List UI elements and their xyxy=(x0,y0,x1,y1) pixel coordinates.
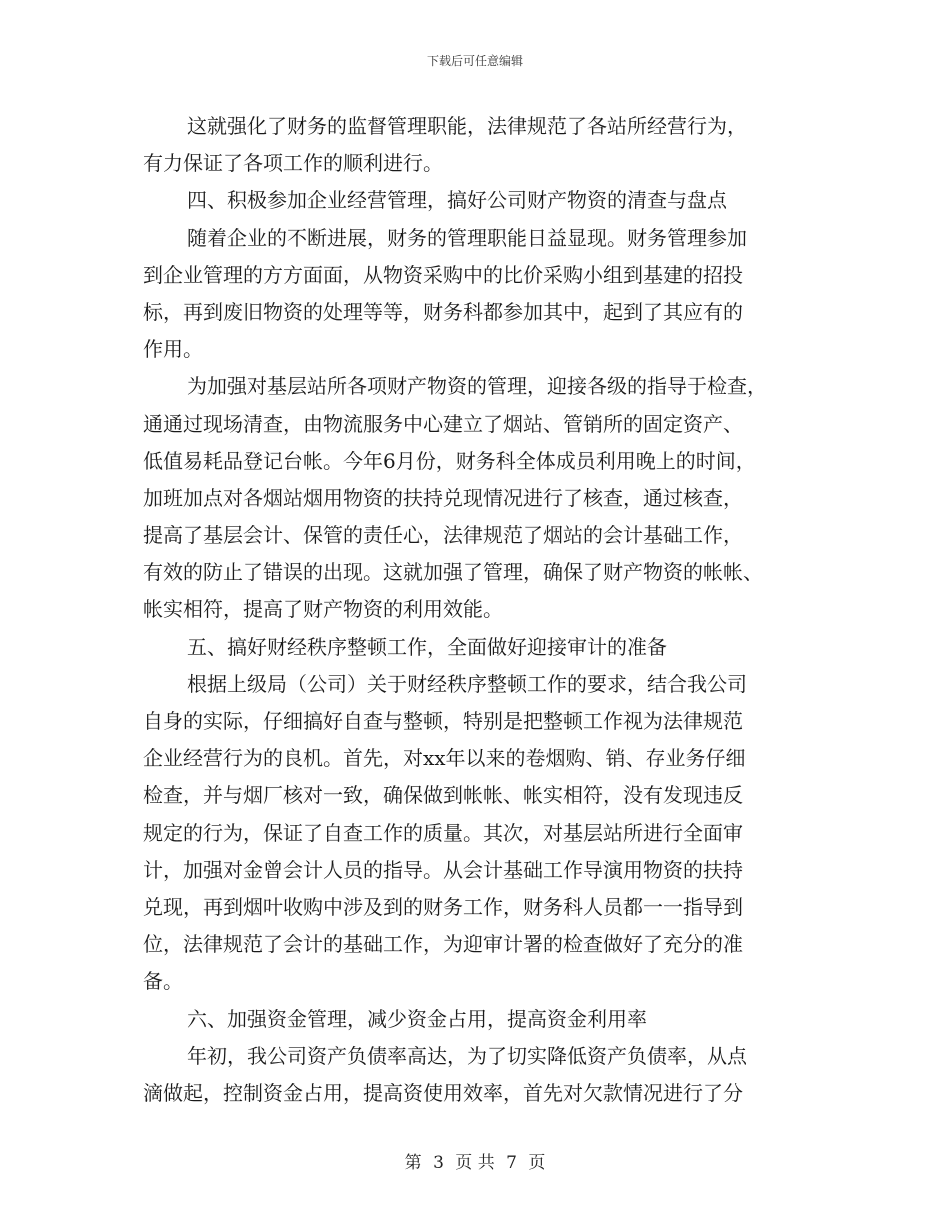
text-line: 有力保证了各项工作的顺利进行。 xyxy=(143,151,443,176)
text-line: 根据上级局（公司）关于财经秩序整顿工作的要求，结合我公司 xyxy=(187,671,747,696)
text-line: 滴做起，控制资金占用，提高资使用效率，首先对欠款情况进行了分 xyxy=(143,1080,743,1105)
text-line: 到企业管理的方方面面，从物资采购中的比价采购小组到基建的招投 xyxy=(143,262,743,287)
page-header-note: 下载后可任意编辑 xyxy=(426,54,523,68)
footer-prefix: 第 xyxy=(404,1153,422,1173)
text-line: 五、搞好财经秩序整顿工作，全面做好迎接审计的准备 xyxy=(187,634,667,659)
text-line: 作用。 xyxy=(143,337,203,362)
text-line: 加班加点对各烟站烟用物资的扶持兑现情况进行了核查，通过核查， xyxy=(143,485,743,510)
text-line: 随着企业的不断进展，财务的管理职能日益显现。财务管理参加 xyxy=(187,225,747,250)
text-line: 企业经营行为的良机。首先，对xx年以来的卷烟购、销、存业务仔细 xyxy=(143,746,746,771)
footer-total-pages: 7 xyxy=(506,1153,517,1173)
footer-suffix: 页 xyxy=(528,1153,546,1173)
text-line: 位，法律规范了会计的基础工作，为迎审计署的检查做好了充分的准 xyxy=(143,932,743,957)
text-line: 自身的实际，仔细搞好自查与整顿，特别是把整顿工作视为法律规范 xyxy=(143,709,743,733)
text-line: 标，再到废旧物资的处理等等，财务科都参加其中，起到了其应有的 xyxy=(143,299,743,324)
text-line: 规定的行为，保证了自查工作的质量。其次，对基层站所进行全面审 xyxy=(143,820,743,845)
text-line: 计，加强对金曾会计人员的指导。从会计基础工作导演用物资的扶持 xyxy=(143,857,743,882)
text-line: 帐实相符，提高了财产物资的利用效能。 xyxy=(143,597,503,622)
text-line: 低值易耗品登记台帐。今年6月份，财务科全体成员利用晚上的时间， xyxy=(143,448,756,473)
footer-middle: 页 共 xyxy=(455,1153,495,1173)
text-line: 四、积极参加企业经营管理，搞好公司财产物资的清查与盘点 xyxy=(187,188,727,213)
footer-page-number: 3 xyxy=(433,1153,444,1173)
text-line: 通通过现场清查，由物流服务中心建立了烟站、管销所的固定资产、 xyxy=(143,411,743,436)
text-line: 提高了基层会计、保管的责任心，法律规范了烟站的会计基础工作， xyxy=(143,523,743,548)
page-footer xyxy=(0,1148,950,1173)
text-line: 检查，并与烟厂核对一致，确保做到帐帐、帐实相符，没有发现违反 xyxy=(143,783,743,808)
text-line: 备。 xyxy=(143,969,183,994)
text-line: 兑现，再到烟叶收购中涉及到的财务工作，财务科人员都一一指导到 xyxy=(143,894,743,919)
text-line: 年初，我公司资产负债率高达，为了切实降低资产负债率，从点 xyxy=(187,1043,747,1068)
text-line: 这就强化了财务的监督管理职能，法律规范了各站所经营行为， xyxy=(187,114,747,138)
document-body xyxy=(143,108,803,1112)
text-line: 有效的防止了错误的出现。这就加强了管理，确保了财产物资的帐帐、 xyxy=(143,560,763,585)
text-line: 六、加强资金管理，减少资金占用，提高资金利用率 xyxy=(187,1006,647,1031)
text-line: 为加强对基层站所各项财产物资的管理，迎接各级的指导于检查， xyxy=(187,374,767,399)
